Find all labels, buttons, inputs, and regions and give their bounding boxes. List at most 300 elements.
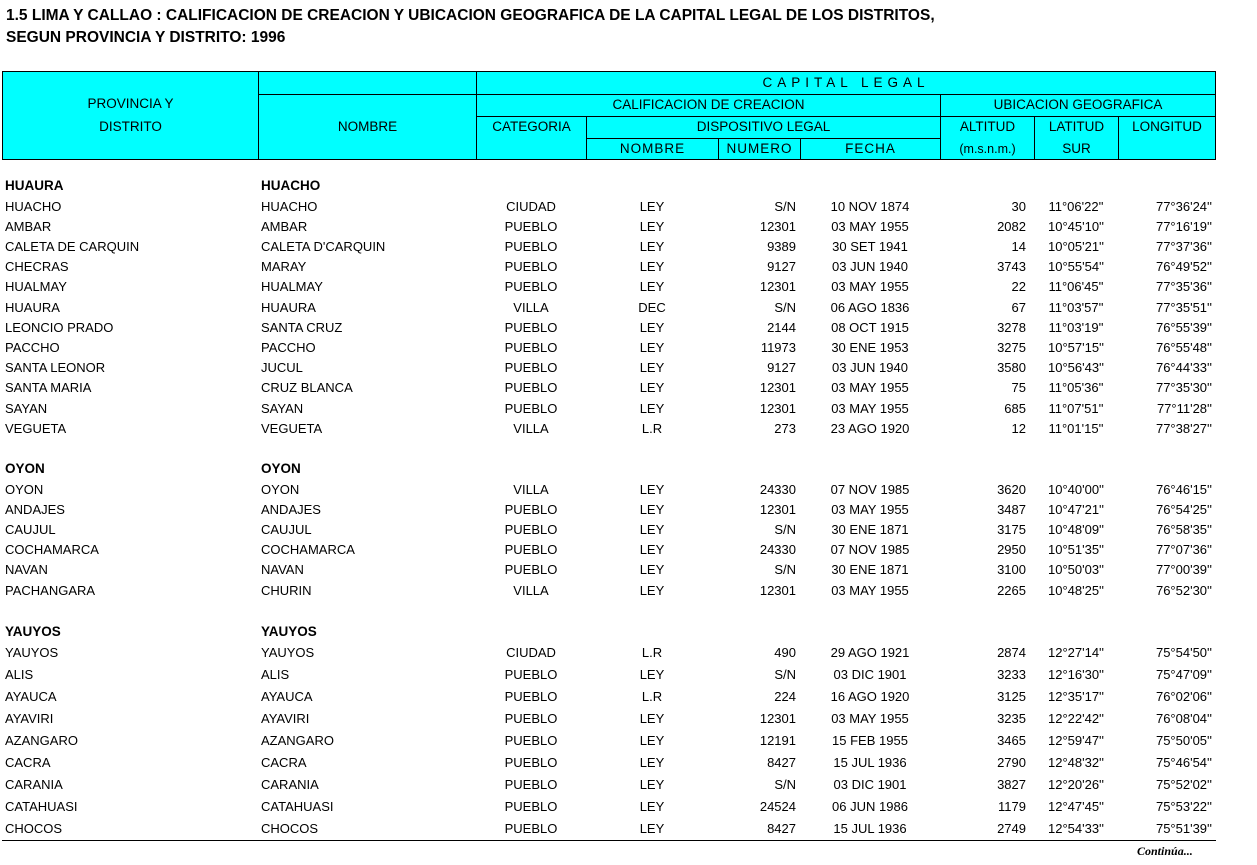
cell-latitud: 10°48'25'' xyxy=(1047,582,1105,598)
cell-categoria: PUEBLO xyxy=(504,799,558,815)
cell-dispositivo-numero: 9389 xyxy=(767,238,796,254)
cell-latitud: 12°47'45'' xyxy=(1047,799,1105,815)
cell-capital-nombre: CHURIN xyxy=(261,582,312,598)
header-nombre: NOMBRE xyxy=(337,118,398,134)
table-row xyxy=(0,257,1257,277)
cell-latitud: 10°05'21'' xyxy=(1047,238,1105,254)
cell-categoria: PUEBLO xyxy=(504,238,558,254)
cell-dispositivo-nombre: LEY xyxy=(639,821,665,837)
cell-altitud: 3827 xyxy=(997,777,1026,793)
cell-capital-nombre: CATAHUASI xyxy=(261,799,334,815)
section-provincia: HUAURA xyxy=(5,178,64,193)
cell-categoria: PUEBLO xyxy=(504,400,558,416)
cell-longitud: 76°55'48'' xyxy=(1155,339,1212,355)
cell-dispositivo-nombre: L.R xyxy=(641,420,663,436)
cell-longitud: 77°35'36'' xyxy=(1155,279,1212,295)
cell-distrito: VEGUETA xyxy=(5,420,67,436)
header-latitud: LATITUD xyxy=(1048,119,1105,134)
cell-dispositivo-nombre: LEY xyxy=(639,400,665,416)
cell-latitud: 11°05'36'' xyxy=(1048,380,1104,396)
section-capital: OYON xyxy=(261,461,301,476)
cell-altitud: 2082 xyxy=(997,218,1026,234)
cell-fecha: 16 AGO 1920 xyxy=(830,688,910,704)
cell-capital-nombre: HUACHO xyxy=(261,198,318,214)
cell-dispositivo-nombre: LEY xyxy=(639,481,665,497)
cell-latitud: 11°06'45'' xyxy=(1048,279,1104,295)
cell-capital-nombre: HUAURA xyxy=(261,299,316,315)
cell-longitud: 76°54'25'' xyxy=(1155,501,1212,517)
cell-latitud: 10°48'09'' xyxy=(1047,521,1105,537)
cell-altitud: 3465 xyxy=(997,732,1026,748)
cell-dispositivo-numero: 2144 xyxy=(767,319,796,335)
cell-categoria: VILLA xyxy=(513,420,549,436)
cell-categoria: VILLA xyxy=(513,582,549,598)
title-line-2: SEGUN PROVINCIA Y DISTRITO: 1996 xyxy=(6,29,286,46)
header-capital-legal: CAPITAL LEGAL xyxy=(762,75,930,90)
cell-categoria: PUEBLO xyxy=(504,218,558,234)
cell-dispositivo-numero: S/N xyxy=(774,666,796,682)
cell-dispositivo-nombre: L.R xyxy=(641,644,663,660)
cell-dispositivo-numero: S/N xyxy=(774,521,796,537)
cell-dispositivo-nombre: LEY xyxy=(639,238,665,254)
cell-altitud: 22 xyxy=(1011,279,1026,295)
cell-capital-nombre: CACRA xyxy=(261,755,307,770)
cell-dispositivo-numero: S/N xyxy=(774,562,796,578)
cell-distrito: CHECRAS xyxy=(5,259,69,275)
cell-longitud: 77°37'36'' xyxy=(1155,238,1212,254)
table-row xyxy=(0,797,1257,817)
cell-dispositivo-numero: 12301 xyxy=(759,380,796,396)
header-ubicacion: UBICACION GEOGRAFICA xyxy=(993,97,1163,112)
table-row xyxy=(0,237,1257,257)
cell-capital-nombre: CAUJUL xyxy=(261,521,312,537)
cell-distrito: NAVAN xyxy=(5,562,48,578)
cell-dispositivo-nombre: LEY xyxy=(639,732,665,748)
cell-longitud: 77°35'51'' xyxy=(1155,299,1212,315)
cell-longitud: 77°00'39'' xyxy=(1155,562,1212,578)
cell-latitud: 11°03'57'' xyxy=(1048,299,1104,315)
cell-longitud: 75°53'22'' xyxy=(1155,799,1212,815)
cell-categoria: VILLA xyxy=(513,299,549,315)
cell-longitud: 76°02'06'' xyxy=(1155,688,1212,704)
table-row xyxy=(0,480,1257,500)
cell-capital-nombre: CHOCOS xyxy=(261,821,319,837)
cell-distrito: CARANIA xyxy=(5,777,63,793)
cell-dispositivo-numero: 24524 xyxy=(759,799,796,815)
cell-capital-nombre: AMBAR xyxy=(261,218,308,234)
cell-longitud: 75°52'02'' xyxy=(1155,777,1212,793)
cell-categoria: PUEBLO xyxy=(504,777,558,793)
cell-distrito: CHOCOS xyxy=(5,821,63,837)
cell-capital-nombre: NAVAN xyxy=(261,562,304,578)
cell-altitud: 3487 xyxy=(997,501,1026,517)
cell-longitud: 77°38'27'' xyxy=(1155,420,1212,436)
cell-fecha: 03 MAY 1955 xyxy=(831,380,909,396)
header-dispositivo: DISPOSITIVO LEGAL xyxy=(696,119,831,134)
cell-categoria: PUEBLO xyxy=(504,755,558,770)
cell-altitud: 2790 xyxy=(997,755,1026,770)
section-provincia: YAUYOS xyxy=(5,624,61,639)
header-disp-fecha: FECHA xyxy=(845,140,896,156)
cell-distrito: CATAHUASI xyxy=(5,799,78,815)
cell-dispositivo-nombre: LEY xyxy=(639,198,665,214)
cell-capital-nombre: JUCUL xyxy=(261,360,303,376)
cell-dispositivo-nombre: LEY xyxy=(639,319,665,335)
cell-dispositivo-nombre: LEY xyxy=(639,710,665,726)
cell-distrito: AYAUCA xyxy=(5,688,57,704)
cell-dispositivo-nombre: LEY xyxy=(639,777,665,793)
cell-longitud: 76°08'04'' xyxy=(1155,710,1212,726)
cell-dispositivo-nombre: LEY xyxy=(639,380,665,396)
cell-altitud: 75 xyxy=(1011,380,1026,396)
cell-latitud: 10°57'15'' xyxy=(1047,339,1105,355)
cell-distrito: ANDAJES xyxy=(5,501,65,517)
table-row xyxy=(0,399,1257,419)
cell-dispositivo-numero: 224 xyxy=(774,688,796,704)
cell-categoria: PUEBLO xyxy=(504,360,558,376)
header-distrito: DISTRITO xyxy=(99,119,162,134)
cell-categoria: PUEBLO xyxy=(504,688,558,704)
cell-distrito: HUAURA xyxy=(5,299,60,315)
cell-dispositivo-nombre: LEY xyxy=(639,666,665,682)
cell-dispositivo-numero: 12301 xyxy=(759,710,796,726)
cell-distrito: SANTA LEONOR xyxy=(5,360,106,376)
cell-latitud: 12°16'30'' xyxy=(1047,666,1105,682)
section-capital: HUACHO xyxy=(261,178,321,193)
section-provincia: OYON xyxy=(5,461,45,476)
cell-distrito: CALETA DE CARQUIN xyxy=(5,238,140,254)
header-disp-nombre: NOMBRE xyxy=(619,140,686,156)
cell-capital-nombre: OYON xyxy=(261,481,300,497)
table-row xyxy=(0,819,1257,839)
cell-distrito: AZANGARO xyxy=(5,732,78,748)
cell-categoria: CIUDAD xyxy=(506,644,556,660)
cell-fecha: 03 JUN 1940 xyxy=(832,259,908,275)
cell-longitud: 77°35'30'' xyxy=(1155,380,1212,396)
cell-dispositivo-nombre: LEY xyxy=(639,360,665,376)
cell-dispositivo-nombre: DEC xyxy=(638,299,666,315)
cell-fecha: 03 DIC 1901 xyxy=(833,777,907,793)
section-header xyxy=(0,459,1257,479)
cell-capital-nombre: HUALMAY xyxy=(261,279,323,295)
cell-latitud: 12°59'47'' xyxy=(1047,732,1105,748)
cell-latitud: 12°27'14'' xyxy=(1047,644,1105,660)
cell-distrito: AYAVIRI xyxy=(5,710,54,726)
cell-latitud: 12°20'26'' xyxy=(1047,777,1105,793)
cell-fecha: 03 JUN 1940 xyxy=(832,360,908,376)
table-row xyxy=(0,298,1257,318)
cell-categoria: PUEBLO xyxy=(504,562,558,578)
cell-capital-nombre: COCHAMARCA xyxy=(261,542,355,558)
cell-latitud: 10°47'21'' xyxy=(1047,501,1105,517)
cell-altitud: 3743 xyxy=(997,259,1026,275)
cell-longitud: 76°58'35'' xyxy=(1155,521,1212,537)
cell-fecha: 08 OCT 1915 xyxy=(831,319,909,335)
cell-fecha: 06 JUN 1986 xyxy=(832,799,908,815)
cell-fecha: 30 ENE 1871 xyxy=(831,562,909,578)
cell-dispositivo-nombre: LEY xyxy=(639,218,665,234)
header-provincia: PROVINCIA Y xyxy=(87,96,174,111)
cell-fecha: 23 AGO 1920 xyxy=(830,420,910,436)
cell-categoria: PUEBLO xyxy=(504,542,558,558)
cell-capital-nombre: PACCHO xyxy=(261,339,316,355)
cell-fecha: 10 NOV 1874 xyxy=(830,198,910,214)
cell-altitud: 3100 xyxy=(997,562,1026,578)
cell-dispositivo-numero: 24330 xyxy=(759,481,796,497)
cell-dispositivo-numero: 12191 xyxy=(759,732,796,748)
table-row xyxy=(0,318,1257,338)
cell-distrito: YAUYOS xyxy=(5,644,59,660)
cell-fecha: 03 MAY 1955 xyxy=(831,582,909,598)
cell-categoria: PUEBLO xyxy=(504,339,558,355)
cell-altitud: 14 xyxy=(1011,238,1026,254)
cell-categoria: PUEBLO xyxy=(504,732,558,748)
cell-capital-nombre: MARAY xyxy=(261,259,307,275)
cell-capital-nombre: ANDAJES xyxy=(261,501,321,517)
header-msnm: (m.s.n.m.) xyxy=(959,141,1016,156)
cell-altitud: 3580 xyxy=(997,360,1026,376)
cell-categoria: PUEBLO xyxy=(504,259,558,275)
bottom-rule xyxy=(2,840,1216,841)
cell-fecha: 03 MAY 1955 xyxy=(831,710,909,726)
cell-dispositivo-numero: S/N xyxy=(774,198,796,214)
cell-dispositivo-nombre: LEY xyxy=(639,259,665,275)
cell-altitud: 1179 xyxy=(998,799,1026,815)
section-header xyxy=(0,622,1257,642)
cell-capital-nombre: AYAVIRI xyxy=(261,710,310,726)
cell-dispositivo-nombre: LEY xyxy=(639,582,665,598)
cell-longitud: 75°51'39'' xyxy=(1155,821,1212,837)
continua-note: Continúa... xyxy=(1137,844,1193,858)
table-row xyxy=(0,338,1257,358)
cell-categoria: PUEBLO xyxy=(504,666,558,682)
cell-dispositivo-numero: S/N xyxy=(774,777,796,793)
table-row xyxy=(0,520,1257,540)
cell-longitud: 75°46'54'' xyxy=(1155,755,1212,770)
cell-dispositivo-numero: S/N xyxy=(774,299,796,315)
cell-dispositivo-numero: 12301 xyxy=(759,400,796,416)
title-line-1: 1.5 LIMA Y CALLAO : CALIFICACION DE CREACION Y UBICACION GEOGRAFICA DE LA CAPITAL LEGAL DE LOS DISTRITOS, xyxy=(6,7,935,24)
table-row xyxy=(0,197,1257,217)
cell-altitud: 2874 xyxy=(997,644,1026,660)
cell-longitud: 77°11'28'' xyxy=(1156,400,1212,416)
cell-latitud: 11°06'22'' xyxy=(1048,198,1104,214)
cell-longitud: 77°07'36'' xyxy=(1155,542,1212,558)
cell-altitud: 3278 xyxy=(997,319,1026,335)
table-row xyxy=(0,378,1257,398)
cell-distrito: HUALMAY xyxy=(5,279,67,295)
cell-fecha: 03 MAY 1955 xyxy=(831,400,909,416)
cell-latitud: 10°50'03'' xyxy=(1047,562,1105,578)
cell-fecha: 29 AGO 1921 xyxy=(830,644,910,660)
cell-altitud: 3235 xyxy=(997,710,1026,726)
table-header xyxy=(2,71,1216,160)
header-sur: SUR xyxy=(1062,140,1091,156)
cell-dispositivo-nombre: LEY xyxy=(639,501,665,517)
cell-capital-nombre: AZANGARO xyxy=(261,732,334,748)
cell-latitud: 10°51'35'' xyxy=(1047,542,1105,558)
cell-dispositivo-nombre: LEY xyxy=(639,542,665,558)
section-capital: YAUYOS xyxy=(261,624,317,639)
cell-fecha: 30 ENE 1871 xyxy=(831,521,909,537)
cell-distrito: ALIS xyxy=(5,666,34,682)
cell-longitud: 75°54'50'' xyxy=(1155,644,1212,660)
table-row xyxy=(0,419,1257,439)
cell-altitud: 685 xyxy=(1004,400,1026,416)
cell-dispositivo-nombre: LEY xyxy=(639,755,665,770)
table-row xyxy=(0,277,1257,297)
cell-categoria: CIUDAD xyxy=(506,198,556,214)
cell-altitud: 3233 xyxy=(997,666,1026,682)
cell-distrito: PACHANGARA xyxy=(5,582,96,598)
cell-fecha: 15 FEB 1955 xyxy=(832,732,908,748)
cell-fecha: 03 MAY 1955 xyxy=(831,279,909,295)
cell-altitud: 3620 xyxy=(997,481,1026,497)
cell-capital-nombre: AYAUCA xyxy=(261,688,313,704)
cell-altitud: 3175 xyxy=(997,521,1026,537)
cell-dispositivo-numero: 12301 xyxy=(759,582,796,598)
cell-dispositivo-nombre: LEY xyxy=(639,339,665,355)
table-row xyxy=(0,560,1257,580)
cell-longitud: 77°16'19'' xyxy=(1155,218,1212,234)
table-row xyxy=(0,643,1257,663)
cell-fecha: 03 MAY 1955 xyxy=(831,218,909,234)
header-altitud: ALTITUD xyxy=(959,119,1016,134)
cell-altitud: 2749 xyxy=(997,821,1026,837)
header-categoria: CATEGORIA xyxy=(492,119,571,134)
table-row xyxy=(0,217,1257,237)
cell-dispositivo-numero: 12301 xyxy=(759,501,796,517)
cell-dispositivo-numero: 8427 xyxy=(767,755,796,770)
cell-dispositivo-nombre: LEY xyxy=(639,799,665,815)
cell-dispositivo-nombre: LEY xyxy=(639,562,665,578)
cell-categoria: PUEBLO xyxy=(504,319,558,335)
cell-latitud: 11°01'15'' xyxy=(1048,420,1104,436)
cell-categoria: PUEBLO xyxy=(504,501,558,517)
cell-longitud: 77°36'24'' xyxy=(1155,198,1212,214)
cell-distrito: SAYAN xyxy=(5,400,48,416)
cell-dispositivo-numero: 273 xyxy=(774,420,796,436)
cell-capital-nombre: SANTA CRUZ xyxy=(261,319,343,335)
cell-dispositivo-nombre: LEY xyxy=(639,279,665,295)
cell-dispositivo-numero: 9127 xyxy=(767,259,796,275)
cell-altitud: 12 xyxy=(1011,420,1026,436)
table-row xyxy=(0,731,1257,751)
cell-fecha: 07 NOV 1985 xyxy=(830,481,910,497)
cell-categoria: PUEBLO xyxy=(504,521,558,537)
cell-fecha: 15 JUL 1936 xyxy=(833,755,907,770)
header-longitud: LONGITUD xyxy=(1132,119,1202,134)
cell-longitud: 76°46'15'' xyxy=(1155,481,1212,497)
table-row xyxy=(0,687,1257,707)
cell-dispositivo-numero: 490 xyxy=(774,644,796,660)
cell-fecha: 03 DIC 1901 xyxy=(833,666,907,682)
cell-distrito: AMBAR xyxy=(5,218,52,234)
cell-altitud: 3125 xyxy=(997,688,1026,704)
cell-altitud: 3275 xyxy=(997,339,1026,355)
cell-distrito: SANTA MARIA xyxy=(5,380,92,396)
table-row xyxy=(0,775,1257,795)
cell-longitud: 76°44'33'' xyxy=(1155,360,1212,376)
table-row xyxy=(0,665,1257,685)
cell-latitud: 12°48'32'' xyxy=(1047,755,1105,770)
cell-dispositivo-numero: 12301 xyxy=(759,279,796,295)
cell-categoria: PUEBLO xyxy=(504,821,558,837)
table-body xyxy=(0,160,1257,865)
cell-distrito: LEONCIO PRADO xyxy=(5,319,114,335)
table-row xyxy=(0,500,1257,520)
cell-capital-nombre: SAYAN xyxy=(261,400,304,416)
cell-distrito: COCHAMARCA xyxy=(5,542,99,558)
cell-distrito: OYON xyxy=(5,481,44,497)
cell-latitud: 12°54'33'' xyxy=(1047,821,1105,837)
cell-distrito: HUACHO xyxy=(5,198,62,214)
page-title xyxy=(6,5,935,49)
cell-latitud: 10°56'43'' xyxy=(1047,360,1105,376)
cell-dispositivo-nombre: L.R xyxy=(641,688,663,704)
cell-fecha: 07 NOV 1985 xyxy=(830,542,910,558)
cell-dispositivo-numero: 8427 xyxy=(767,821,796,837)
cell-distrito: CACRA xyxy=(5,755,51,770)
cell-dispositivo-numero: 9127 xyxy=(767,360,796,376)
cell-capital-nombre: CALETA D'CARQUIN xyxy=(261,238,386,254)
cell-dispositivo-numero: 24330 xyxy=(759,542,796,558)
section-header xyxy=(0,176,1257,196)
cell-latitud: 10°45'10'' xyxy=(1047,218,1105,234)
cell-longitud: 76°55'39'' xyxy=(1155,319,1212,335)
cell-categoria: PUEBLO xyxy=(504,380,558,396)
cell-distrito: PACCHO xyxy=(5,339,60,355)
cell-altitud: 30 xyxy=(1011,198,1026,214)
cell-distrito: CAUJUL xyxy=(5,521,56,537)
table-row xyxy=(0,709,1257,729)
cell-latitud: 12°35'17'' xyxy=(1047,688,1105,704)
cell-categoria: VILLA xyxy=(513,481,549,497)
cell-capital-nombre: YAUYOS xyxy=(261,644,315,660)
cell-categoria: PUEBLO xyxy=(504,710,558,726)
cell-longitud: 75°50'05'' xyxy=(1155,732,1212,748)
cell-fecha: 30 SET 1941 xyxy=(832,238,908,254)
cell-latitud: 10°55'54'' xyxy=(1047,259,1105,275)
cell-fecha: 03 MAY 1955 xyxy=(831,501,909,517)
table-row xyxy=(0,540,1257,560)
cell-fecha: 06 AGO 1836 xyxy=(830,299,910,315)
cell-dispositivo-numero: 11973 xyxy=(760,339,796,355)
cell-capital-nombre: ALIS xyxy=(261,666,290,682)
table-row xyxy=(0,358,1257,378)
cell-latitud: 12°22'42'' xyxy=(1047,710,1105,726)
cell-altitud: 2950 xyxy=(997,542,1026,558)
cell-latitud: 11°03'19'' xyxy=(1048,319,1104,335)
table-row xyxy=(0,581,1257,601)
cell-altitud: 2265 xyxy=(997,582,1026,598)
cell-longitud: 76°49'52'' xyxy=(1155,259,1212,275)
cell-dispositivo-numero: 12301 xyxy=(759,218,796,234)
cell-capital-nombre: CRUZ BLANCA xyxy=(261,380,353,396)
header-calificacion: CALIFICACION DE CREACION xyxy=(612,97,805,112)
cell-dispositivo-nombre: LEY xyxy=(639,521,665,537)
cell-capital-nombre: CARANIA xyxy=(261,777,319,793)
cell-latitud: 11°07'51'' xyxy=(1048,400,1104,416)
cell-altitud: 67 xyxy=(1011,299,1026,315)
cell-fecha: 30 ENE 1953 xyxy=(831,339,909,355)
cell-longitud: 75°47'09'' xyxy=(1155,666,1212,682)
cell-longitud: 76°52'30'' xyxy=(1155,582,1212,598)
cell-fecha: 15 JUL 1936 xyxy=(833,821,907,837)
table-row xyxy=(0,753,1257,773)
header-disp-numero: NUMERO xyxy=(726,140,793,156)
cell-latitud: 10°40'00'' xyxy=(1047,481,1105,497)
